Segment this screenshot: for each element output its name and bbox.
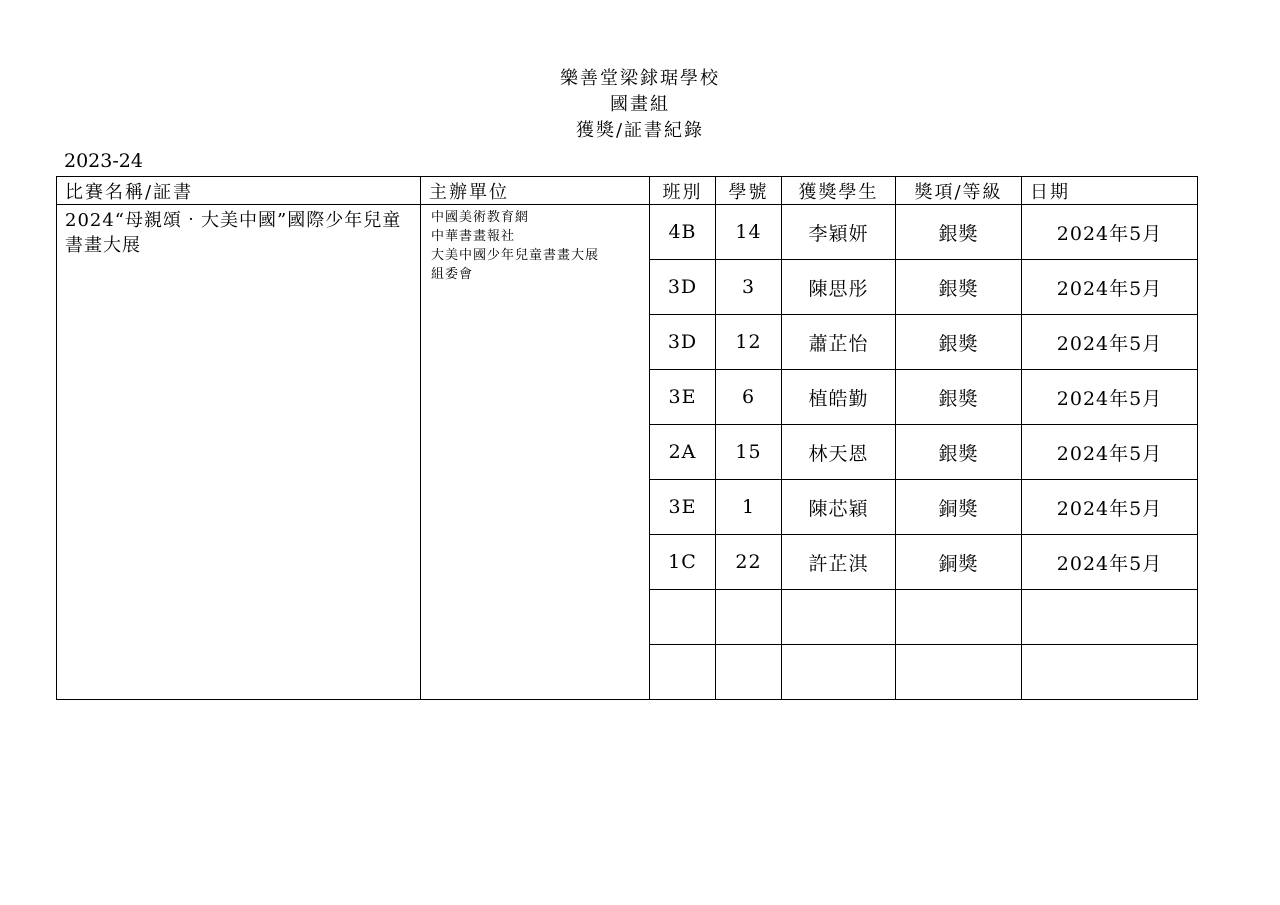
date-cell: 2024年5月 <box>1022 425 1198 480</box>
number-cell: 22 <box>716 535 782 590</box>
student-cell: 陳思彤 <box>782 260 896 315</box>
award-cell: 銀獎 <box>896 370 1022 425</box>
organizer-line: 大美中國少年兒童書畫大展 <box>431 248 600 263</box>
school-year: 2023-24 <box>64 150 143 172</box>
class-cell: 3D <box>650 260 716 315</box>
date-cell: 2024年5月 <box>1022 535 1198 590</box>
col-header-student: 獲獎學生 <box>782 177 896 205</box>
award-record-table <box>56 176 1198 700</box>
number-cell: 14 <box>716 205 782 260</box>
number-cell: 12 <box>716 315 782 370</box>
organizer-line: 中華書畫報社 <box>431 229 516 244</box>
col-header-class: 班別 <box>650 177 716 205</box>
class-cell: 4B <box>650 205 716 260</box>
date-cell: 2024年5月 <box>1022 315 1198 370</box>
student-cell: 植皓勤 <box>782 370 896 425</box>
number-cell <box>716 590 782 645</box>
organizer-line: 中國美術教育網 <box>431 210 530 225</box>
number-cell: 3 <box>716 260 782 315</box>
student-cell <box>782 590 896 645</box>
number-cell: 1 <box>716 480 782 535</box>
class-cell: 3E <box>650 480 716 535</box>
student-cell: 林天恩 <box>782 425 896 480</box>
table-header-row <box>57 177 1198 205</box>
award-cell: 銀獎 <box>896 205 1022 260</box>
organizer-cell <box>421 205 650 700</box>
date-cell: 2024年5月 <box>1022 260 1198 315</box>
number-cell: 15 <box>716 425 782 480</box>
date-cell <box>1022 645 1198 700</box>
student-cell: 陳芯穎 <box>782 480 896 535</box>
award-cell: 銅獎 <box>896 480 1022 535</box>
date-cell: 2024年5月 <box>1022 205 1198 260</box>
class-cell: 3D <box>650 315 716 370</box>
table-row <box>57 205 1198 260</box>
table-body <box>57 205 1198 700</box>
award-cell: 銅獎 <box>896 535 1022 590</box>
student-cell: 蕭芷怡 <box>782 315 896 370</box>
award-cell <box>896 590 1022 645</box>
document-header <box>0 66 1280 144</box>
date-cell <box>1022 590 1198 645</box>
date-cell: 2024年5月 <box>1022 480 1198 535</box>
award-cell: 銀獎 <box>896 315 1022 370</box>
organizer-line: 組委會 <box>431 267 474 282</box>
class-cell: 1C <box>650 535 716 590</box>
col-header-number: 學號 <box>716 177 782 205</box>
col-header-date: 日期 <box>1022 177 1198 205</box>
award-cell: 銀獎 <box>896 260 1022 315</box>
col-header-award: 獎項/等級 <box>896 177 1022 205</box>
class-cell: 2A <box>650 425 716 480</box>
school-name: 樂善堂梁銶琚學校 <box>560 68 720 89</box>
number-cell <box>716 645 782 700</box>
award-cell: 銀獎 <box>896 425 1022 480</box>
group-name: 國畫組 <box>610 94 670 115</box>
number-cell: 6 <box>716 370 782 425</box>
award-cell <box>896 645 1022 700</box>
class-cell <box>650 645 716 700</box>
competition-name-cell: 2024“母親頌‧大美中國”國際少年兒童書畫大展 <box>57 205 421 700</box>
document-title: 獲獎/証書紀錄 <box>575 120 705 141</box>
class-cell <box>650 590 716 645</box>
col-header-organizer: 主辦單位 <box>421 177 650 205</box>
student-cell <box>782 645 896 700</box>
col-header-competition: 比賽名稱/証書 <box>57 177 421 205</box>
student-cell: 李穎妍 <box>782 205 896 260</box>
student-cell: 許芷淇 <box>782 535 896 590</box>
date-cell: 2024年5月 <box>1022 370 1198 425</box>
class-cell: 3E <box>650 370 716 425</box>
